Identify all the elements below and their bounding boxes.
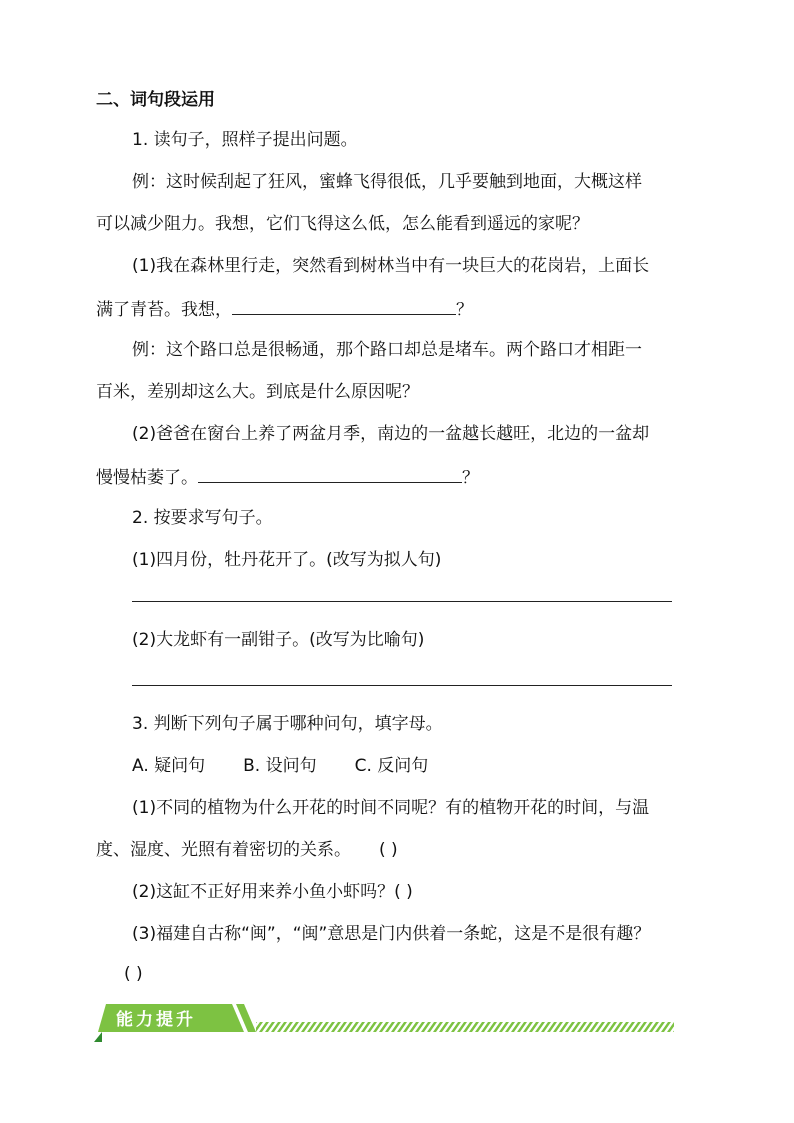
q3-item1-answer-paren[interactable]: ( ) <box>379 840 398 860</box>
banner-label: 能力提升 <box>116 1010 196 1030</box>
q3-item1-line2 <box>96 838 398 862</box>
q1-item1-prefix: 满了青苔。我想， <box>96 300 232 320</box>
q1-item2-answer-blank[interactable] <box>198 464 462 483</box>
q3-item2 <box>132 880 413 904</box>
q1-example2-line2: 百米，差别却这么大。到底是什么原因呢？ <box>96 382 419 402</box>
q1-item1-answer-blank[interactable] <box>232 296 456 315</box>
ability-banner <box>94 1002 678 1044</box>
q3-options <box>132 754 466 778</box>
q3-option-b: B. 设问句 <box>243 756 317 776</box>
q1-example1-line1: 例：这时候刮起了狂风，蜜蜂飞得很低，几乎要触到地面，大概这样 <box>132 172 642 192</box>
q2-title: 2. 按要求写句子。 <box>132 508 273 528</box>
q1-item1-suffix: ？ <box>456 300 473 320</box>
q3-title: 3. 判断下列句子属于哪种问句，填字母。 <box>132 714 443 734</box>
q1-item2-prefix: 慢慢枯萎了。 <box>96 468 198 488</box>
q3-item2-answer-paren[interactable]: ( ) <box>394 882 413 902</box>
q3-item1-line2-text: 度、湿度、光照有着密切的关系。 <box>96 840 351 860</box>
q3-option-c: C. 反问句 <box>354 756 429 776</box>
q3-item2-text: (2)这缸不正好用来养小鱼小虾吗？ <box>132 882 395 902</box>
q3-item3-answer-paren[interactable]: ( ) <box>124 964 143 984</box>
q3-item1-line1: (1)不同的植物为什么开花的时间不同呢？有的植物开花的时间，与温 <box>132 798 650 818</box>
q1-example2-line1: 例：这个路口总是很畅通，那个路口却总是堵车。两个路口才相距一 <box>132 340 642 360</box>
section-title: 二、词句段运用 <box>96 90 215 110</box>
q2-item2-answer-line[interactable] <box>132 685 672 686</box>
q2-item2: (2)大龙虾有一副钳子。(改写为比喻句) <box>132 630 425 650</box>
q1-item2-line1: (2)爸爸在窗台上养了两盆月季，南边的一盆越长越旺，北边的一盆却 <box>132 424 650 444</box>
q2-item1: (1)四月份，牡丹花开了。(改写为拟人句) <box>132 550 442 570</box>
q1-example1-line2: 可以减少阻力。我想，它们飞得这么低，怎么能看到遥远的家呢？ <box>96 214 589 234</box>
banner-hatched-bar <box>256 1022 674 1032</box>
q1-item2-suffix: ？ <box>462 468 479 488</box>
q1-item1-line2 <box>96 296 473 322</box>
q1-item1-line1: (1)我在森林里行走，突然看到树林当中有一块巨大的花岗岩，上面长 <box>132 256 650 276</box>
q3-item3: (3)福建自古称“闽”，“闽”意思是门内供着一条蛇，这是不是很有趣？ <box>132 924 651 944</box>
q2-item1-answer-line[interactable] <box>132 601 672 602</box>
q1-title: 1. 读句子，照样子提出问题。 <box>132 130 358 150</box>
banner-fold <box>94 1032 102 1042</box>
q3-option-a: A. 疑问句 <box>132 756 206 776</box>
q1-item2-line2 <box>96 464 479 490</box>
